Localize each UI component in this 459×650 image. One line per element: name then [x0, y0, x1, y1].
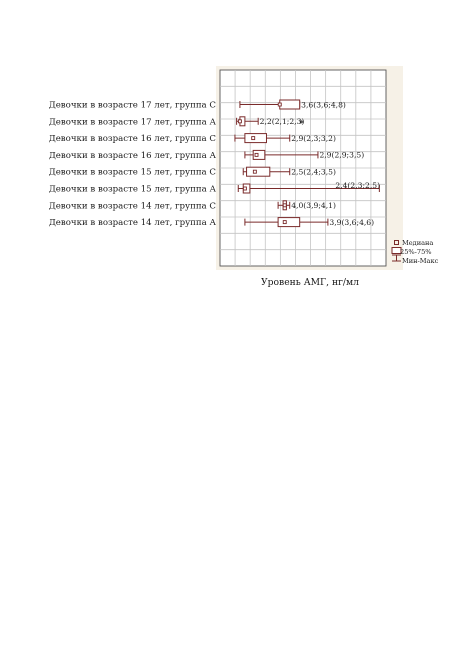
- category-label: Девочки в возрасте 17 лет, группа А: [48, 117, 216, 128]
- category-label: Девочки в возрасте 15 лет, группа С: [48, 167, 216, 178]
- median-marker: [283, 204, 286, 207]
- median-marker: [283, 221, 286, 224]
- data-label: 3,9(3,6;4,6): [329, 217, 375, 227]
- median-marker: [278, 103, 281, 106]
- category-label: Девочки в возрасте 17 лет, группа С: [48, 100, 216, 111]
- iqr-box: [280, 100, 300, 109]
- iqr-box: [245, 134, 267, 143]
- median-marker: [252, 137, 255, 140]
- data-label: 4,0(3,9;4,1): [291, 201, 336, 211]
- data-label: 2,9(2,9;3,5): [319, 150, 365, 160]
- data-label: 2,4(2,3;2,5): [335, 181, 381, 190]
- iqr-box: [247, 167, 270, 176]
- category-label: Девочки в возрасте 15 лет, группа А: [48, 184, 216, 195]
- x-axis-label: Уровень АМГ, нг/мл: [260, 277, 360, 288]
- legend-median-label: Медиана: [402, 239, 434, 247]
- data-label: 3,6(3,6;4,8): [301, 100, 346, 110]
- category-label: Девочки в возрасте 14 лет, группа С: [48, 201, 216, 212]
- median-marker: [255, 153, 258, 156]
- legend-minmax-label: Мин-Макс: [402, 257, 439, 265]
- category-label: Девочки в возрасте 14 лет, группа А: [48, 218, 216, 229]
- median-marker: [243, 187, 246, 190]
- category-labels: [49, 101, 217, 229]
- median-marker: [253, 170, 256, 173]
- data-label: 2,2(2,1;2,3): [259, 117, 305, 127]
- data-label: 2,9(2,3;3,2): [291, 133, 336, 143]
- median-marker: [238, 120, 241, 123]
- category-label: Девочки в возрасте 16 лет, группа А: [48, 150, 216, 161]
- data-label: 2,5(2,4;3,5): [291, 167, 336, 177]
- category-label: Девочки в возрасте 16 лет, группа С: [48, 134, 216, 145]
- legend: [392, 239, 439, 265]
- iqr-box: [278, 218, 300, 227]
- legend-box-label: 25%-75%: [400, 248, 432, 256]
